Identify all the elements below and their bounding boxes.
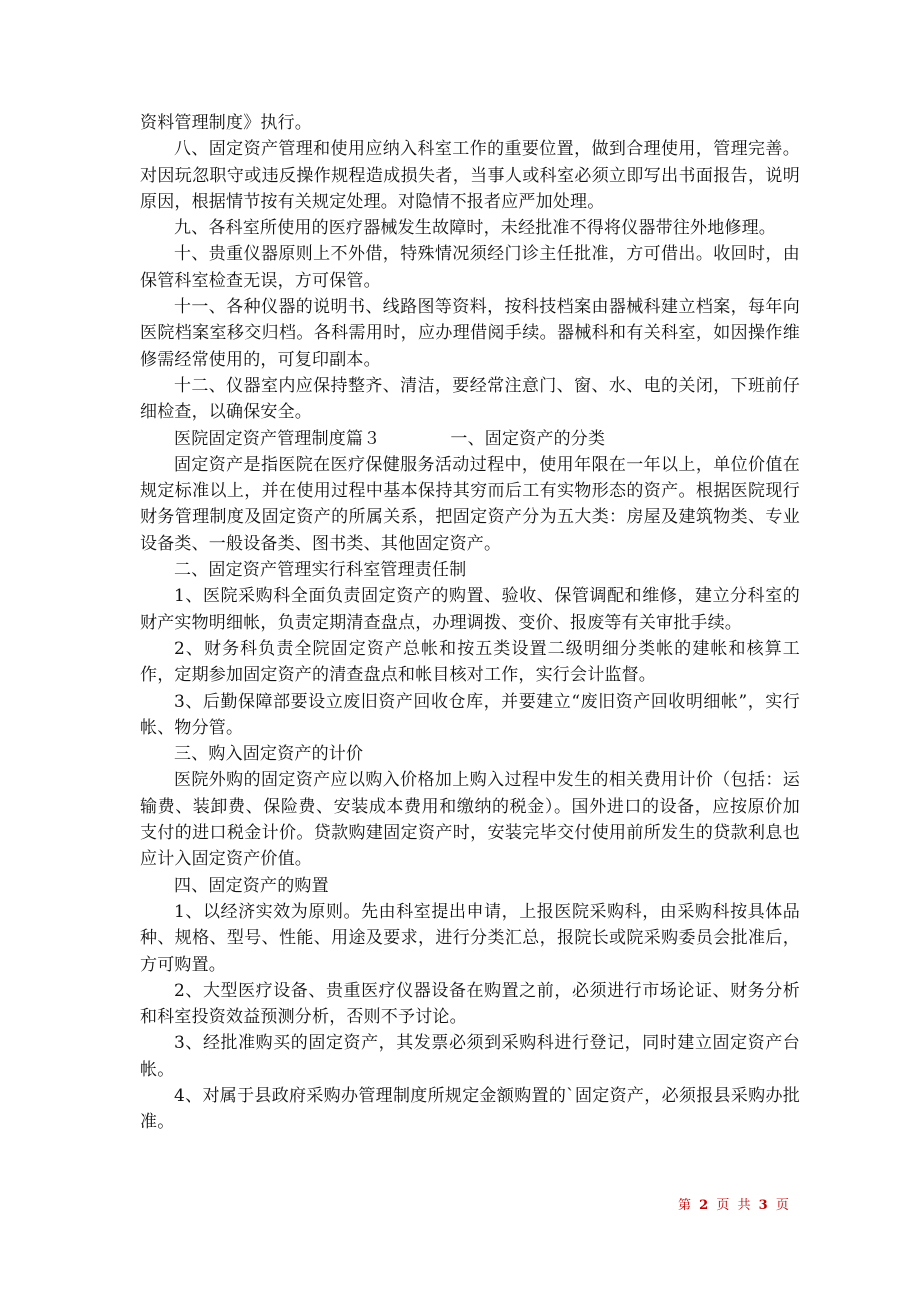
footer-prefix: 第	[678, 1198, 694, 1213]
footer-middle: 页 共	[716, 1198, 753, 1213]
paragraph: 十二、仪器室内应保持整齐、清洁，要经常注意门、窗、水、电的关闭，下班前仔细检查，以确保安全。	[140, 375, 800, 423]
paragraph: 3、后勤保障部要设立废旧资产回收仓库，并要建立“废旧资产回收明细帐”，实行帐、物分管。	[140, 691, 800, 738]
paragraph: 2、财务科负责全院固定资产总帐和按五类设置二级明细分类帐的建帐和核算工作，定期参加固定资产的清查盘点和帐目核对工作，实行会计监督。	[140, 638, 800, 686]
footer-suffix: 页	[775, 1198, 791, 1213]
current-page-number: 2	[699, 1198, 711, 1213]
paragraph: 1、以经济实效为原则。先由科室提出申请，上报医院采购科，由采购科按具体品种、规格、型号、性能、用途及要求，进行分类汇总，报院长或院采购委员会批准后，方可购置。	[140, 901, 800, 975]
section-title: 医院固定资产管理制度篇３	[174, 428, 381, 449]
paragraph: 2、大型医疗设备、贵重医疗仪器设备在购置之前，必须进行市场论证、财务分析和科室投资效益预测分析，否则不予讨论。	[140, 980, 800, 1028]
paragraph: 十、贵重仪器原则上不外借，特殊情况须经门诊主任批准，方可借出。收回时，由保管科室检查无误，方可保管。	[140, 244, 800, 291]
page-number-footer	[678, 1194, 791, 1213]
paragraph: 八、固定资产管理和使用应纳入科室工作的重要位置，做到合理使用，管理完善。对因玩忽职守或违反操作规程造成损失者，当事人或科室必须立即写出书面报告，说明原因，根据情节按有关规定处理。对隐情不报者应严加处理。	[140, 139, 800, 212]
paragraph: 十一、各种仪器的说明书、线路图等资料，按科技档案由器械科建立档案，每年向医院档案室移交归档。各科需用时，应办理借阅手续。器械科和有关科室，如因操作维修需经常使用的，可复印副本。	[140, 297, 800, 370]
section-heading: 三、购入固定资产的计价	[174, 744, 364, 765]
total-page-number: 3	[758, 1198, 770, 1213]
paragraph: 3、经批准购买的固定资产，其发票必须到采购科进行登记，同时建立固定资产台帐。	[140, 1033, 800, 1080]
paragraph: 医院外购的固定资产应以购入价格加上购入过程中发生的相关费用计价（包括：运输费、装卸费、保险费、安装成本费用和缴纳的税金）。国外进口的设备，应按原价加支付的进口税金计价。贷款购建固定资产时，安装完毕交付使用前所发生的贷款利息也应计入固定资产价值。	[140, 770, 800, 870]
paragraph: 4、对属于县政府采购办管理制度所规定金额购置的`固定资产，必须报县采购办批准。	[140, 1085, 800, 1133]
document-body	[140, 110, 800, 1136]
paragraph: 固定资产是指医院在医疗保健服务活动过程中，使用年限在一年以上，单位价值在规定标准以上，并在使用过程中基本保持其穷而后工有实物形态的资产。根据医院现行财务管理制度及固定资产的所属关系，把固定资产分为五大类：房屋及建筑物类、专业设备类、一般设备类、图书类、其他固定资产。	[140, 454, 800, 554]
paragraph: 1、医院采购科全面负责固定资产的购置、验收、保管调配和维修，建立分科室的财产实物明细帐，负责定期清查盘点，办理调拨、变价、报废等有关审批手续。	[140, 586, 800, 633]
section-heading-line	[140, 426, 800, 452]
section-heading: 四、固定资产的购置	[174, 875, 329, 896]
paragraph: 九、各科室所使用的医疗器械发生故障时，未经批准不得将仪器带往外地修理。	[174, 218, 776, 239]
paragraph: 资料管理制度》执行。	[140, 113, 312, 133]
section-subtitle: 一、固定资产的分类	[450, 428, 606, 449]
section-heading: 二、固定资产管理实行科室管理责任制	[174, 560, 467, 581]
